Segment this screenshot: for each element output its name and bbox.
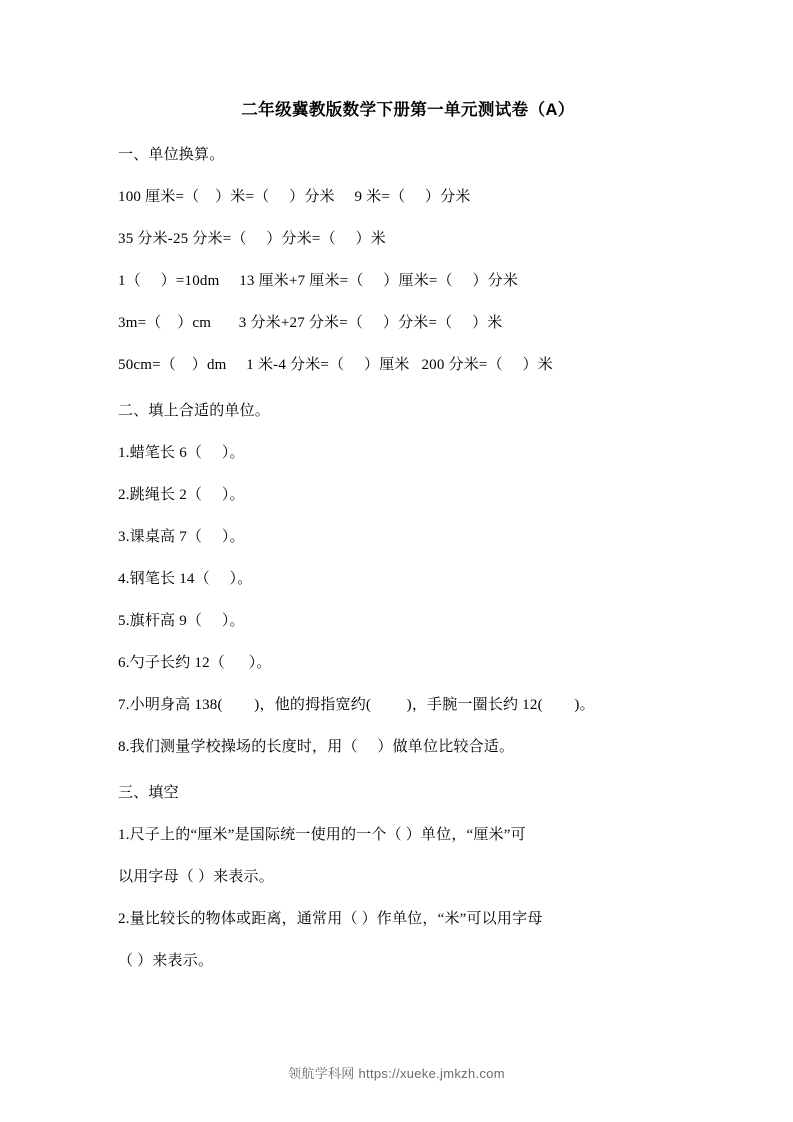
section-heading-3: 三、填空: [118, 785, 179, 801]
question-line: 5.旗杆高 9（ ）。: [118, 613, 245, 629]
question-line: 2.跳绳长 2（ ）。: [118, 487, 245, 503]
document-body: [118, 96, 684, 982]
question-line: 35 分米-25 分米=（ ）分米=（ ）米: [118, 231, 386, 247]
section-heading-2: 二、填上合适的单位。: [118, 403, 271, 419]
question-line: 7.小明身高 138( )，他的拇指宽约( )，手腕一圈长约 12( )。: [118, 697, 595, 713]
question-line: 6.勺子长约 12（ ）。: [118, 655, 272, 671]
section-heading-1: 一、单位换算。: [118, 147, 225, 163]
question-line: 1.蜡笔长 6（ ）。: [118, 445, 245, 461]
question-line: （ ）来表示。: [118, 953, 214, 969]
question-line: 8.我们测量学校操场的长度时，用（ ）做单位比较合适。: [118, 739, 515, 755]
page-title: 二年级冀教版数学下册第一单元测试卷（A）: [241, 101, 575, 119]
footer-watermark: 领航学科网 https://xueke.jmkzh.com: [288, 1066, 505, 1081]
question-line: 100 厘米=（ ）米=（ ）分米 9 米=（ ）分米: [118, 189, 471, 205]
question-line: 4.钢笔长 14（ ）。: [118, 571, 253, 587]
question-line: 3.课桌高 7（ ）。: [118, 529, 245, 545]
question-line: 1（ ）=10dm 13 厘米+7 厘米=（ ）厘米=（ ）分米: [118, 273, 519, 289]
question-line: 50cm=（ ）dm 1 米-4 分米=（ ）厘米 200 分米=（ ）米: [118, 357, 553, 373]
question-line: 3m=（ ）cm 3 分米+27 分米=（ ）分米=（ ）米: [118, 315, 503, 331]
question-line: 2.量比较长的物体或距离，通常用（ ）作单位，“米”可以用字母: [118, 911, 543, 927]
question-line: 1.尺子上的“厘米”是国际统一使用的一个（ ）单位，“厘米”可: [118, 827, 526, 843]
question-line: 以用字母（ ）来表示。: [118, 869, 274, 885]
